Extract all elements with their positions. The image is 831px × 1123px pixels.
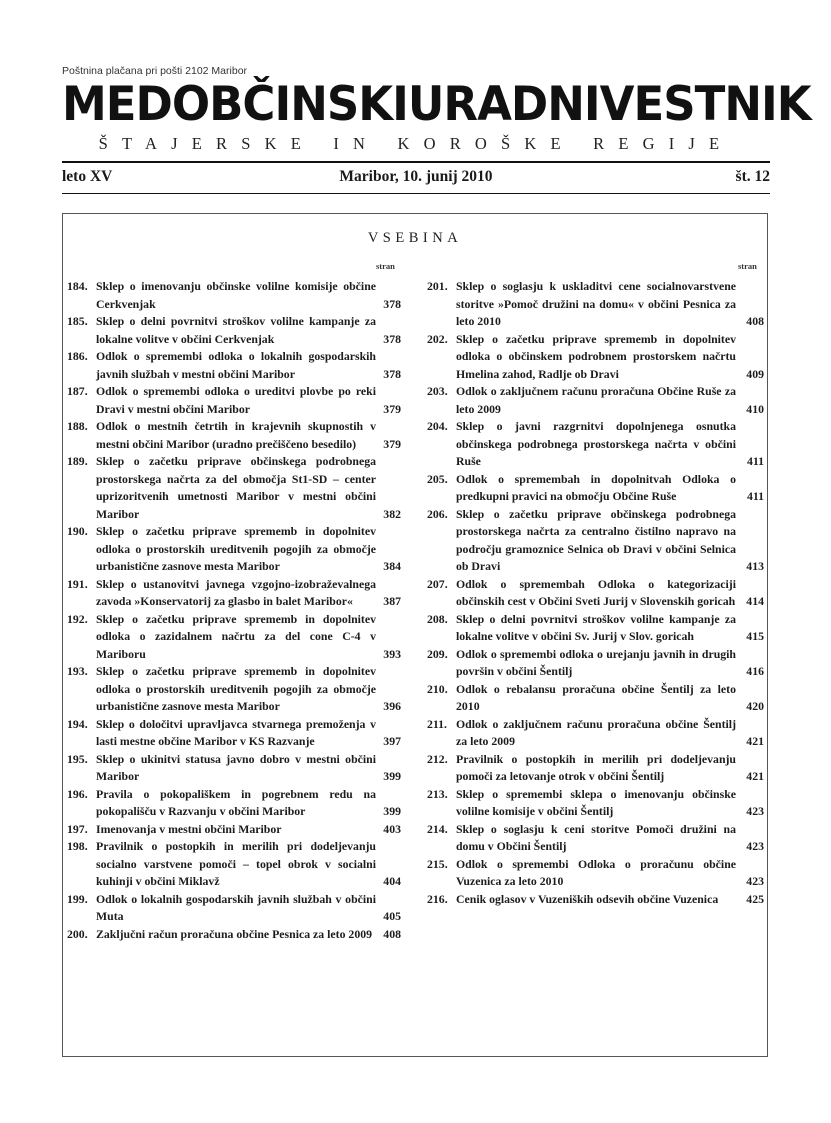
- entry-title: Sklep o začetku priprave občinskega podrobnega prostorskega načrta za del območja St1-SD – center uprizoritvenih umetnosti Maribor v mestni občini Maribor: [96, 454, 376, 521]
- contents-entry[interactable]: [427, 646, 764, 681]
- entry-number: 197.: [67, 821, 88, 836]
- entry-number: 198.: [67, 839, 88, 853]
- contents-entry[interactable]: [427, 383, 764, 418]
- postage-note: Poštnina plačana pri pošti 2102 Maribor: [62, 65, 248, 77]
- issue-year: leto XV: [62, 168, 113, 185]
- entry-title: Odlok o lokalnih gospodarskih javnih službah v občini Muta: [96, 891, 376, 923]
- entry-title: Sklep o začetku priprave sprememb in dopolnitev odloka o zazidalnem načrtu za del cone C-4 v Mariboru: [96, 611, 376, 661]
- contents-entry[interactable]: [427, 576, 764, 611]
- entry-number: 191.: [67, 576, 88, 591]
- contents-entry[interactable]: [427, 751, 764, 786]
- entry-title: Sklep o imenovanju občinske volilne komisije občine Cerkvenjak: [96, 279, 376, 311]
- contents-entry[interactable]: [67, 313, 401, 348]
- entry-page: 408: [746, 314, 764, 328]
- entry-title: Sklep o začetku priprave sprememb in dopolnitev odloka o prostorskih ureditvenih pogojih za območje urbanistične zasnove mesta Maribor: [96, 524, 376, 573]
- contents-entry[interactable]: [427, 681, 764, 716]
- entry-title: Sklep o začetku priprave sprememb in dopolnitev odloka o prostorskih ureditvenih pogojih za območje urbanistične zasnove mesta Maribor: [96, 664, 376, 713]
- entry-page: 423: [746, 839, 764, 853]
- entry-title: Odlok o mestnih četrtih in krajevnih skupnostih v mestni občini Maribor (uradno prečiščeno besedilo): [96, 419, 376, 451]
- entry-number: 215.: [427, 856, 448, 871]
- masthead-subtitle: ŠTAJERSKE IN KOROŠKE REGIJE: [98, 134, 734, 153]
- entry-number: 204.: [427, 419, 448, 433]
- contents-entry[interactable]: [67, 383, 401, 418]
- masthead-word-3: VESTNIK: [599, 75, 811, 132]
- contents-entry[interactable]: [67, 891, 401, 926]
- contents-entry[interactable]: [67, 751, 401, 786]
- contents-column-right: [427, 278, 764, 908]
- entry-title: Pravilnik o postopkih in merilih pri dodeljevanju pomoči za letovanje otrok v občini Šentilj: [456, 751, 736, 783]
- entry-number: 188.: [67, 419, 88, 433]
- entry-page: 409: [746, 366, 764, 381]
- entry-number: 192.: [67, 611, 88, 626]
- entry-page: 423: [746, 874, 764, 888]
- entry-title: Sklep o spremembi sklepa o imenovanju občinske volilne komisije v občini Šentilj: [456, 786, 736, 818]
- contents-heading: VSEBINA: [367, 230, 463, 246]
- entry-title: Odlok o spremembah in dopolnitvah Odloka o predkupni pravici na območju Občine Ruše: [456, 471, 736, 503]
- entry-number: 193.: [67, 664, 88, 678]
- contents-entry[interactable]: [67, 926, 401, 944]
- page-col-label-left: stran: [376, 261, 395, 271]
- entry-page: 421: [746, 769, 764, 783]
- entry-page: 403: [383, 821, 401, 836]
- entry-title: Pravilnik o postopkih in merilih pri dodeljevanju socialno varstvene pomoči – topel obrok v socialni kuhinji v občini Miklavž: [96, 839, 376, 888]
- entry-title: Odlok o spremembah Odloka o kategorizaciji občinskih cest v Občini Sveti Jurij v Slovenskih goricah: [456, 576, 736, 608]
- entry-number: 190.: [67, 524, 88, 538]
- entry-title: Odlok o spremembi Odloka o proračunu občine Vuzenica za leto 2010: [456, 856, 736, 888]
- entry-number: 186.: [67, 349, 88, 363]
- contents-entry[interactable]: [67, 838, 401, 891]
- masthead-word-1: MEDOBČINSKI: [62, 75, 408, 132]
- entry-title: Odlok o spremembi odloka o lokalnih gospodarskih javnih službah v mestni občini Maribor: [96, 349, 376, 381]
- entry-number: 211.: [427, 716, 447, 731]
- contents-entry[interactable]: [427, 471, 764, 506]
- entry-title: Odlok o rebalansu proračuna občine Šentilj za leto 2010: [456, 681, 736, 713]
- contents-column-left: [67, 278, 401, 943]
- contents-entry[interactable]: [67, 611, 401, 664]
- contents-entry[interactable]: [427, 506, 764, 576]
- entry-page: 393: [383, 646, 401, 661]
- entry-title: Odlok o spremembi odloka o ureditvi plovbe po reki Dravi v mestni občini Maribor: [96, 384, 376, 416]
- contents-entry[interactable]: [427, 331, 764, 384]
- entry-number: 195.: [67, 751, 88, 766]
- entry-page: 414: [746, 594, 764, 608]
- entry-page: 399: [383, 769, 401, 783]
- entry-number: 196.: [67, 786, 88, 801]
- entry-page: 421: [746, 734, 764, 748]
- header-rule-bottom: [62, 193, 770, 194]
- entry-number: 216.: [427, 891, 448, 906]
- contents-entry[interactable]: [67, 716, 401, 751]
- masthead-word-2: URADNI: [407, 75, 600, 132]
- entry-page: 415: [746, 629, 764, 643]
- entry-title: Zaključni račun proračuna občine Pesnica za leto 2009: [96, 926, 373, 941]
- entry-title: Sklep o soglasju k ceni storitve Pomoči družini na domu v Občini Šentilj: [456, 821, 736, 853]
- entry-page: 425: [746, 891, 764, 906]
- entry-number: 214.: [427, 821, 448, 836]
- entry-title: Sklep o javni razgrnitvi dopolnjenega osnutka občinskega podrobnega prostorskega načrta v občini Ruše: [456, 419, 736, 468]
- entry-page: 416: [746, 664, 764, 678]
- contents-entry[interactable]: [427, 856, 764, 891]
- entry-page: 379: [383, 401, 401, 416]
- contents-entry[interactable]: [67, 663, 401, 716]
- issue-place-date: Maribor, 10. junij 2010: [339, 168, 493, 185]
- entry-title: Sklep o ukinitvi statusa javno dobro v mestni občini Maribor: [96, 751, 376, 783]
- contents-entry[interactable]: [67, 576, 401, 611]
- entry-title: Sklep o začetku priprave sprememb in dopolnitev odloka o občinskem podrobnem prostorskem načrtu Hmelina zahod, Radlje ob Dravi: [456, 331, 736, 381]
- contents-box: [62, 213, 768, 1057]
- contents-entry[interactable]: [67, 348, 401, 383]
- entry-number: 189.: [67, 454, 88, 468]
- entry-number: 208.: [427, 611, 448, 626]
- entry-title: Sklep o delni povrnitvi stroškov volilne kampanje za lokalne volitve v občini Sv. Jurij v Slov. goricah: [456, 611, 736, 643]
- entry-number: 210.: [427, 681, 448, 696]
- entry-title: Pravila o pokopališkem in pogrebnem redu na pokopališču v Razvanju v občini Maribor: [96, 786, 376, 818]
- contents-entry[interactable]: [427, 278, 764, 331]
- entry-page: 396: [383, 699, 401, 713]
- entry-page: 411: [746, 489, 764, 503]
- contents-entry[interactable]: [67, 821, 401, 839]
- page-col-label-right: stran: [738, 261, 757, 271]
- contents-entry[interactable]: [67, 418, 401, 453]
- entry-title: Odlok o spremembi odloka o urejanju javnih in drugih površin v občini Šentilj: [456, 646, 736, 678]
- header-rule-top: [62, 161, 770, 163]
- entry-number: 206.: [427, 506, 448, 521]
- entry-number: 200.: [67, 926, 88, 941]
- entry-page: 378: [383, 296, 401, 311]
- entry-number: 205.: [427, 471, 448, 486]
- entry-number: 194.: [67, 716, 88, 731]
- entry-title: Sklep o ustanovitvi javnega vzgojno-izobraževalnega zavoda »Konservatorij za glasbo in balet Maribor«: [96, 576, 376, 608]
- entry-title: Sklep o delni povrnitvi stroškov volilne kampanje za lokalne volitve v občini Cerkvenjak: [96, 314, 376, 346]
- entry-number: 185.: [67, 314, 88, 328]
- entry-number: 184.: [67, 279, 88, 293]
- entry-page: 378: [383, 366, 401, 381]
- entry-number: 201.: [427, 279, 448, 293]
- masthead-title: [62, 75, 811, 132]
- entry-title: Sklep o soglasju k uskladitvi cene socialnovarstvene storitve »Pomoč družini na domu« v občini Pesnica za leto 2010: [456, 279, 736, 328]
- entry-number: 203.: [427, 384, 448, 398]
- entry-title: Imenovanja v mestni občini Maribor: [96, 821, 282, 836]
- entry-number: 212.: [427, 751, 448, 766]
- entry-page: 411: [746, 454, 764, 468]
- contents-entry[interactable]: [427, 418, 764, 471]
- entry-title: Odlok o zaključnem računu proračuna Občine Ruše za leto 2009: [456, 384, 736, 416]
- entry-number: 199.: [67, 891, 88, 906]
- entry-title: Sklep o določitvi upravljavca stvarnega premoženja v lasti mestne občine Maribor v KS Razvanje: [96, 716, 376, 748]
- entry-page: 382: [383, 506, 401, 521]
- contents-entry[interactable]: [427, 891, 764, 909]
- entry-number: 207.: [427, 576, 448, 591]
- entry-page: 397: [383, 734, 401, 748]
- entry-number: 187.: [67, 384, 88, 398]
- entry-title: Sklep o začetku priprave občinskega podrobnega prostorskega načrta za centralno čistilno napravo na področju gramoznice Selnica ob Dravi v občini Selnica ob Dravi: [456, 506, 736, 573]
- contents-entry[interactable]: [67, 453, 401, 523]
- entry-title: Odlok o zaključnem računu proračuna občine Šentilj za leto 2009: [456, 716, 736, 748]
- contents-entry[interactable]: [67, 786, 401, 821]
- entry-page: 410: [746, 401, 764, 416]
- entry-page: 408: [383, 926, 401, 941]
- entry-page: 378: [383, 331, 401, 346]
- entry-page: 420: [746, 699, 764, 713]
- entry-title: Cenik oglasov v Vuzeniških odsevih občine Vuzenica: [456, 891, 719, 906]
- entry-number: 213.: [427, 786, 448, 801]
- contents-entry[interactable]: [67, 523, 401, 576]
- entry-number: 202.: [427, 331, 448, 346]
- entry-page: 387: [383, 594, 401, 608]
- entry-page: 405: [383, 909, 401, 923]
- entry-page: 384: [383, 559, 401, 573]
- entry-page: 413: [746, 559, 764, 573]
- entry-page: 404: [383, 874, 401, 888]
- entry-page: 423: [746, 804, 764, 818]
- contents-entry[interactable]: [427, 786, 764, 821]
- contents-entry[interactable]: [427, 716, 764, 751]
- issue-number: št. 12: [735, 168, 770, 185]
- contents-entry[interactable]: [67, 278, 401, 313]
- entry-page: 399: [383, 804, 401, 818]
- contents-entry[interactable]: [427, 821, 764, 856]
- entry-page: 379: [383, 436, 401, 451]
- entry-number: 209.: [427, 646, 448, 661]
- contents-entry[interactable]: [427, 611, 764, 646]
